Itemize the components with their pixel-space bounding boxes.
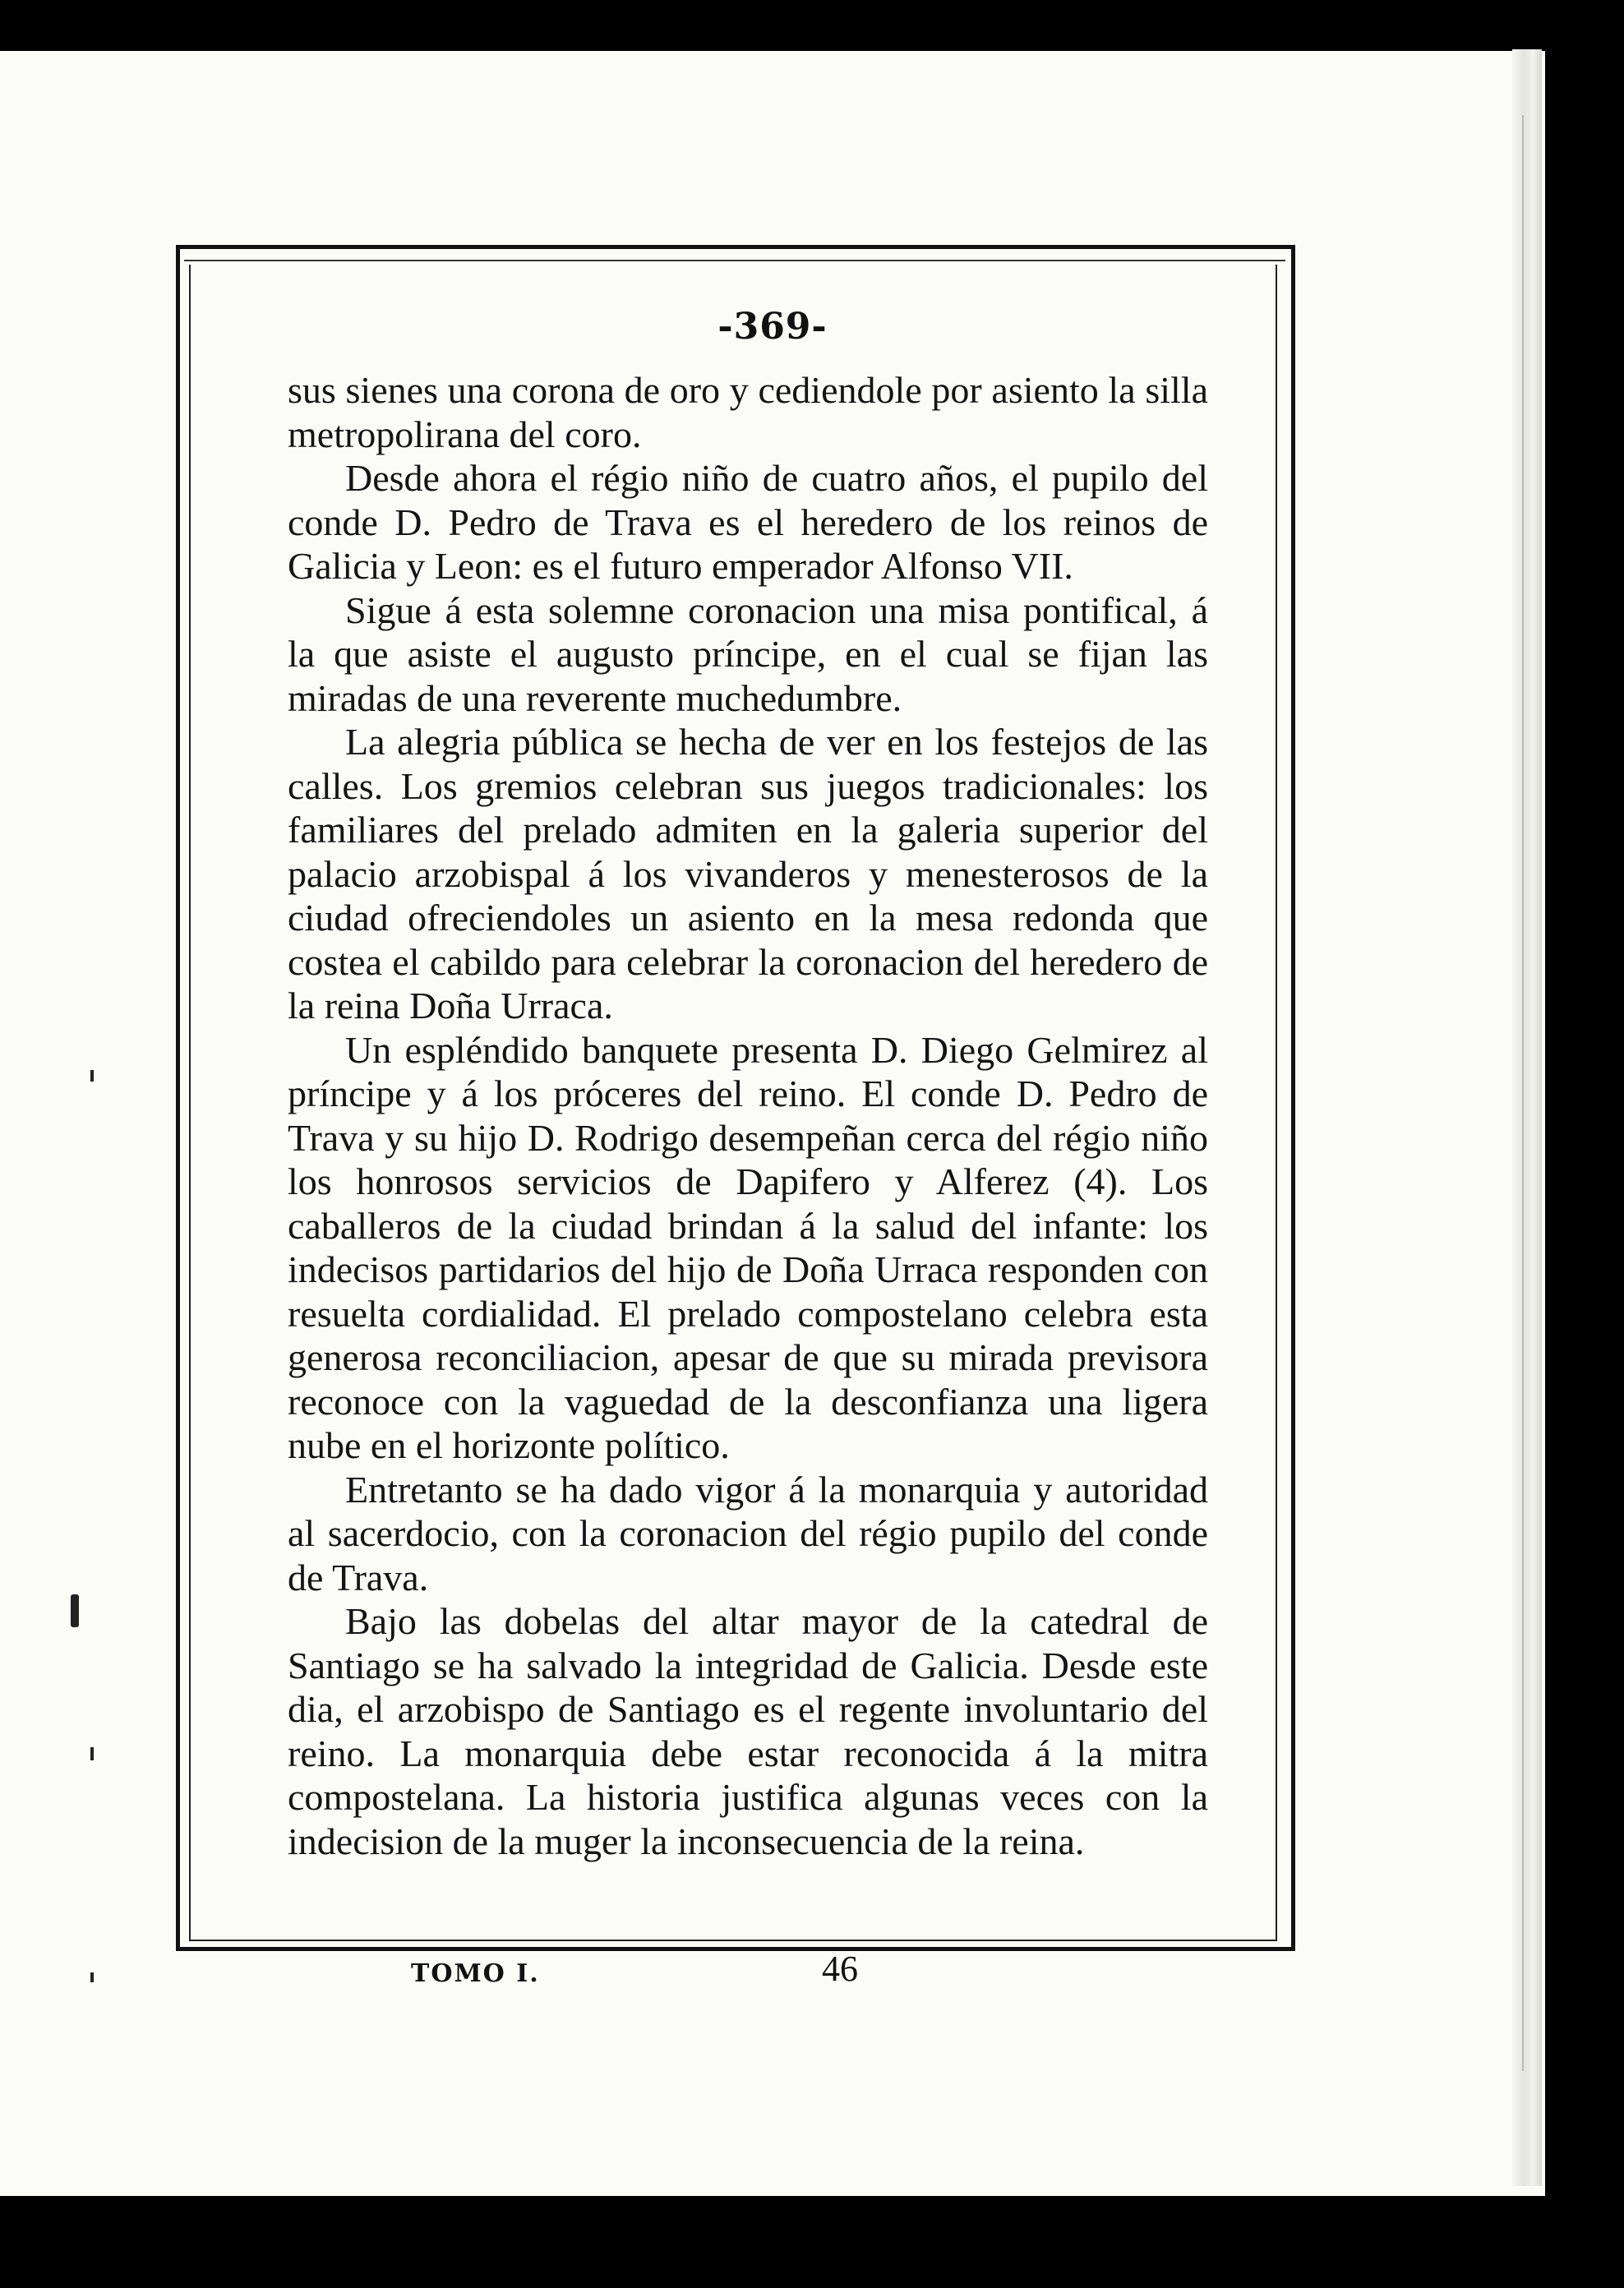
paragraph: Sigue á esta solemne coronacion una misa pontifical, á la que asiste el augusto príncipe, en el cual se fijan las miradas de una reverente muchedumbre. bbox=[288, 588, 1208, 719]
page-edge bbox=[1512, 49, 1542, 2186]
margin-mark bbox=[90, 1972, 94, 1982]
page-edge-line bbox=[1522, 115, 1524, 2071]
margin-mark bbox=[90, 1747, 94, 1760]
paragraph: La alegria pública se hecha de ver en los festejos de las calles. Los gremios celebran sus juegos tradicionales: los familiares del prelado admiten en la galeria superior del palacio arzobispal á los vivanderos y menesterosos de la ciudad ofreciendoles un asiento en la mesa redonda que costea el cabildo para celebrar la coronacion del heredero de la reina Doña Urraca. bbox=[288, 721, 1208, 1026]
paragraph: Un espléndido banquete presenta D. Diego Gelmirez al príncipe y á los próceres del reino. El conde D. Pedro de Trava y su hijo D. Rodrigo desempeñan cerca del régio niño los honrosos servicios de Dapifero y Alferez (4). Los caballeros de la ciudad brindan á la salud del infante: los indecisos partidarios del hijo de Doña Urraca responden con resuelta cordialidad. El prelado compostelano celebra esta generosa reconciliacion, apesar de que su mirada previsora reconoce con la vaguedad de la desconfianza una ligera nube en el horizonte político. bbox=[288, 1028, 1208, 1466]
signature-mark: 46 bbox=[822, 1949, 858, 1989]
paragraph: sus sienes una corona de oro y cediendole por asiento la silla metropolirana del coro. bbox=[288, 369, 1208, 455]
paragraph: Bajo las dobelas del altar mayor de la catedral de Santiago se ha salvado la integridad de Galicia. Desde este dia, el arzobispo de Santiago es el regente involuntario del reino. La monarquia debe estar reconocida á la mitra compostelana. La historia justifica algunas veces con la indecision de la muger la inconsecuencia de la reina. bbox=[288, 1600, 1208, 1862]
text-frame-top-rule bbox=[184, 260, 1285, 261]
volume-label: TOMO I. bbox=[411, 1959, 540, 1988]
page-number: -369- bbox=[717, 306, 828, 348]
margin-mark bbox=[71, 1594, 79, 1627]
paragraph: Desde ahora el régio niño de cuatro años, el pupilo del conde D. Pedro de Trava es el heredero de los reinos de Galicia y Leon: es el futuro emperador Alfonso VII. bbox=[288, 457, 1208, 587]
paragraph: Entretanto se ha dado vigor á la monarquia y autoridad al sacerdocio, con la coronacion del régio pupilo del conde de Trava. bbox=[288, 1468, 1208, 1598]
margin-mark bbox=[90, 1070, 94, 1082]
body-text bbox=[288, 368, 1208, 1863]
